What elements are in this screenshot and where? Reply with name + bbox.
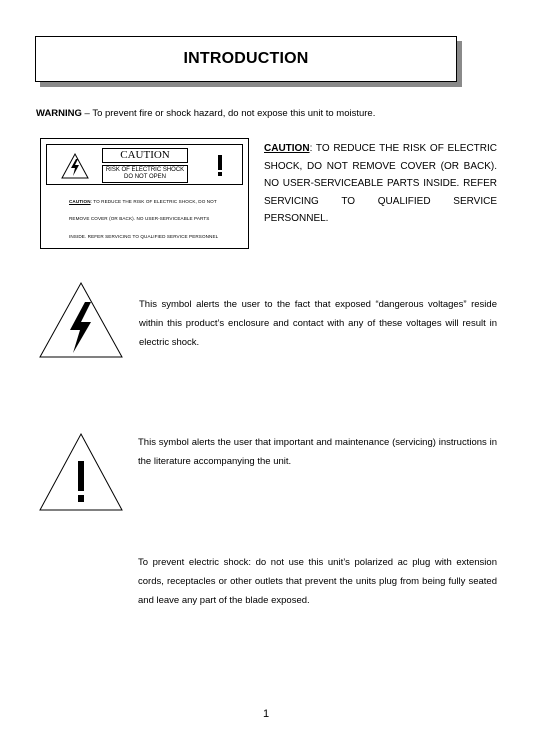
exclamation-small-icon: [207, 153, 233, 179]
lightning-small-icon: [61, 153, 89, 179]
caution-label-line1-label: CAUTION: [69, 199, 91, 204]
caution-label-line3: INSIDE. REFER SERVICING TO QUALIFIED SERVICE PERSONNEL: [69, 234, 219, 239]
lightning-symbol-text: This symbol alerts the user to the fact that exposed “dangerous voltages” reside within this product’s enclosure and contact with any of these voltages will result in electric shock.: [139, 299, 497, 348]
caution-label-line1-text: : TO REDUCE THE RISK OF ELECTRIC SHOCK, DO NOT: [90, 199, 217, 204]
warning-label: WARNING: [36, 108, 82, 119]
caution-paragraph: [264, 140, 497, 228]
caution-label-box: [40, 138, 249, 249]
warning-line: [36, 108, 375, 119]
page-title: INTRODUCTION: [183, 50, 309, 67]
page-number: 1: [262, 708, 270, 720]
exclamation-warning-icon: [39, 433, 123, 511]
caution-label-center: [102, 148, 188, 183]
caution-label: CAUTION: [264, 143, 310, 154]
title-box: [35, 36, 457, 82]
exclamation-symbol-text: This symbol alerts the user that important and maintenance (servicing) instructions in the literature accompanying the unit.: [138, 437, 497, 467]
warning-text: – To prevent fire or shock hazard, do not expose this unit to moisture.: [81, 108, 376, 119]
lightning-warning-icon: [39, 282, 123, 358]
caution-label-inner: [46, 144, 243, 185]
caution-label-line1: [69, 199, 217, 204]
caution-label-heading: CAUTION: [102, 148, 188, 163]
caution-label-sub: RISK OF ELECTRIC SHOCK DO NOT OPEN: [102, 165, 188, 183]
polarized-plug-paragraph: To prevent electric shock: do not use this unit’s polarized ac plug with extension cords, receptacles or other outlets that prevent the units plug from being fully seated and leave any part of the blade exposed.: [138, 557, 497, 606]
caution-text: : TO REDUCE THE RISK OF ELECTRIC SHOCK, DO NOT REMOVE COVER (OR BACK). NO USER-SERVICEABLE PARTS INSIDE. REFER SERVICING TO QUALIFIED SERVICE PERSONNEL.: [264, 143, 497, 224]
caution-label-line2: REMOVE COVER (OR BACK). NO USER-SERVICEABLE PARTS: [69, 216, 210, 221]
